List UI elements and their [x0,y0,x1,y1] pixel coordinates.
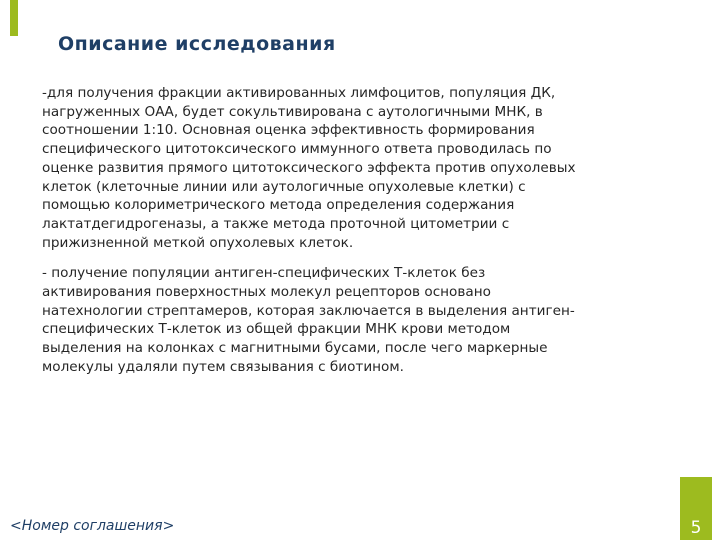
paragraph-2-line: активирования поверхностных молекул рецепторов основано [42,284,491,301]
paragraph-2-line: - получение популяции антиген-специфических Т-клеток без [42,265,486,282]
accent-bar-top [10,0,18,36]
paragraph-1-line: клеток (клеточные линии или аутологичные опухолевые клетки) с [42,178,526,195]
paragraph-2-line: натехнологии стрептамеров, которая заключается в выделения антиген- [42,302,575,319]
slide-content [42,84,692,377]
paragraph-1-line: -для получения фракции активированных лимфоцитов, популяция ДК, [42,85,556,101]
page-number: 5 [690,518,702,538]
paragraph-1 [42,84,692,252]
paragraph-2-line: молекулы удаляли путем связывания с биотином. [42,358,404,375]
paragraph-1-line: оценке развития прямого цитотоксического эффекта против опухолевых [42,159,576,176]
paragraph-2-line: выделения на колонках с магнитными бусами, после чего маркерные [42,340,548,357]
paragraph-1-line: помощью колориметрического метода определения содержания [42,197,515,214]
slide-title: Описание исследования [58,33,336,55]
paragraph-2-line: специфических Т-клеток из общей фракции МНК крови методом [42,321,511,338]
paragraph-1-line: специфического цитотоксического иммунного ответа проводилась по [42,141,552,158]
paragraph-1-line: лактатдегидрогеназы, а также метода проточной цитометрии с [42,215,510,232]
agreement-number-placeholder: <Номер соглашения> [10,518,175,534]
paragraph-1-line: соотношении 1:10. Основная оценка эффективность формирования [42,122,535,139]
paragraph-1-line: нагруженных ОАА, будет сокультивирована с аутологичными МНК, в [42,103,543,120]
page-number-box [680,477,712,540]
paragraph-2 [42,264,692,376]
paragraph-1-line: прижизненной меткой опухолевых клеток. [42,234,354,251]
